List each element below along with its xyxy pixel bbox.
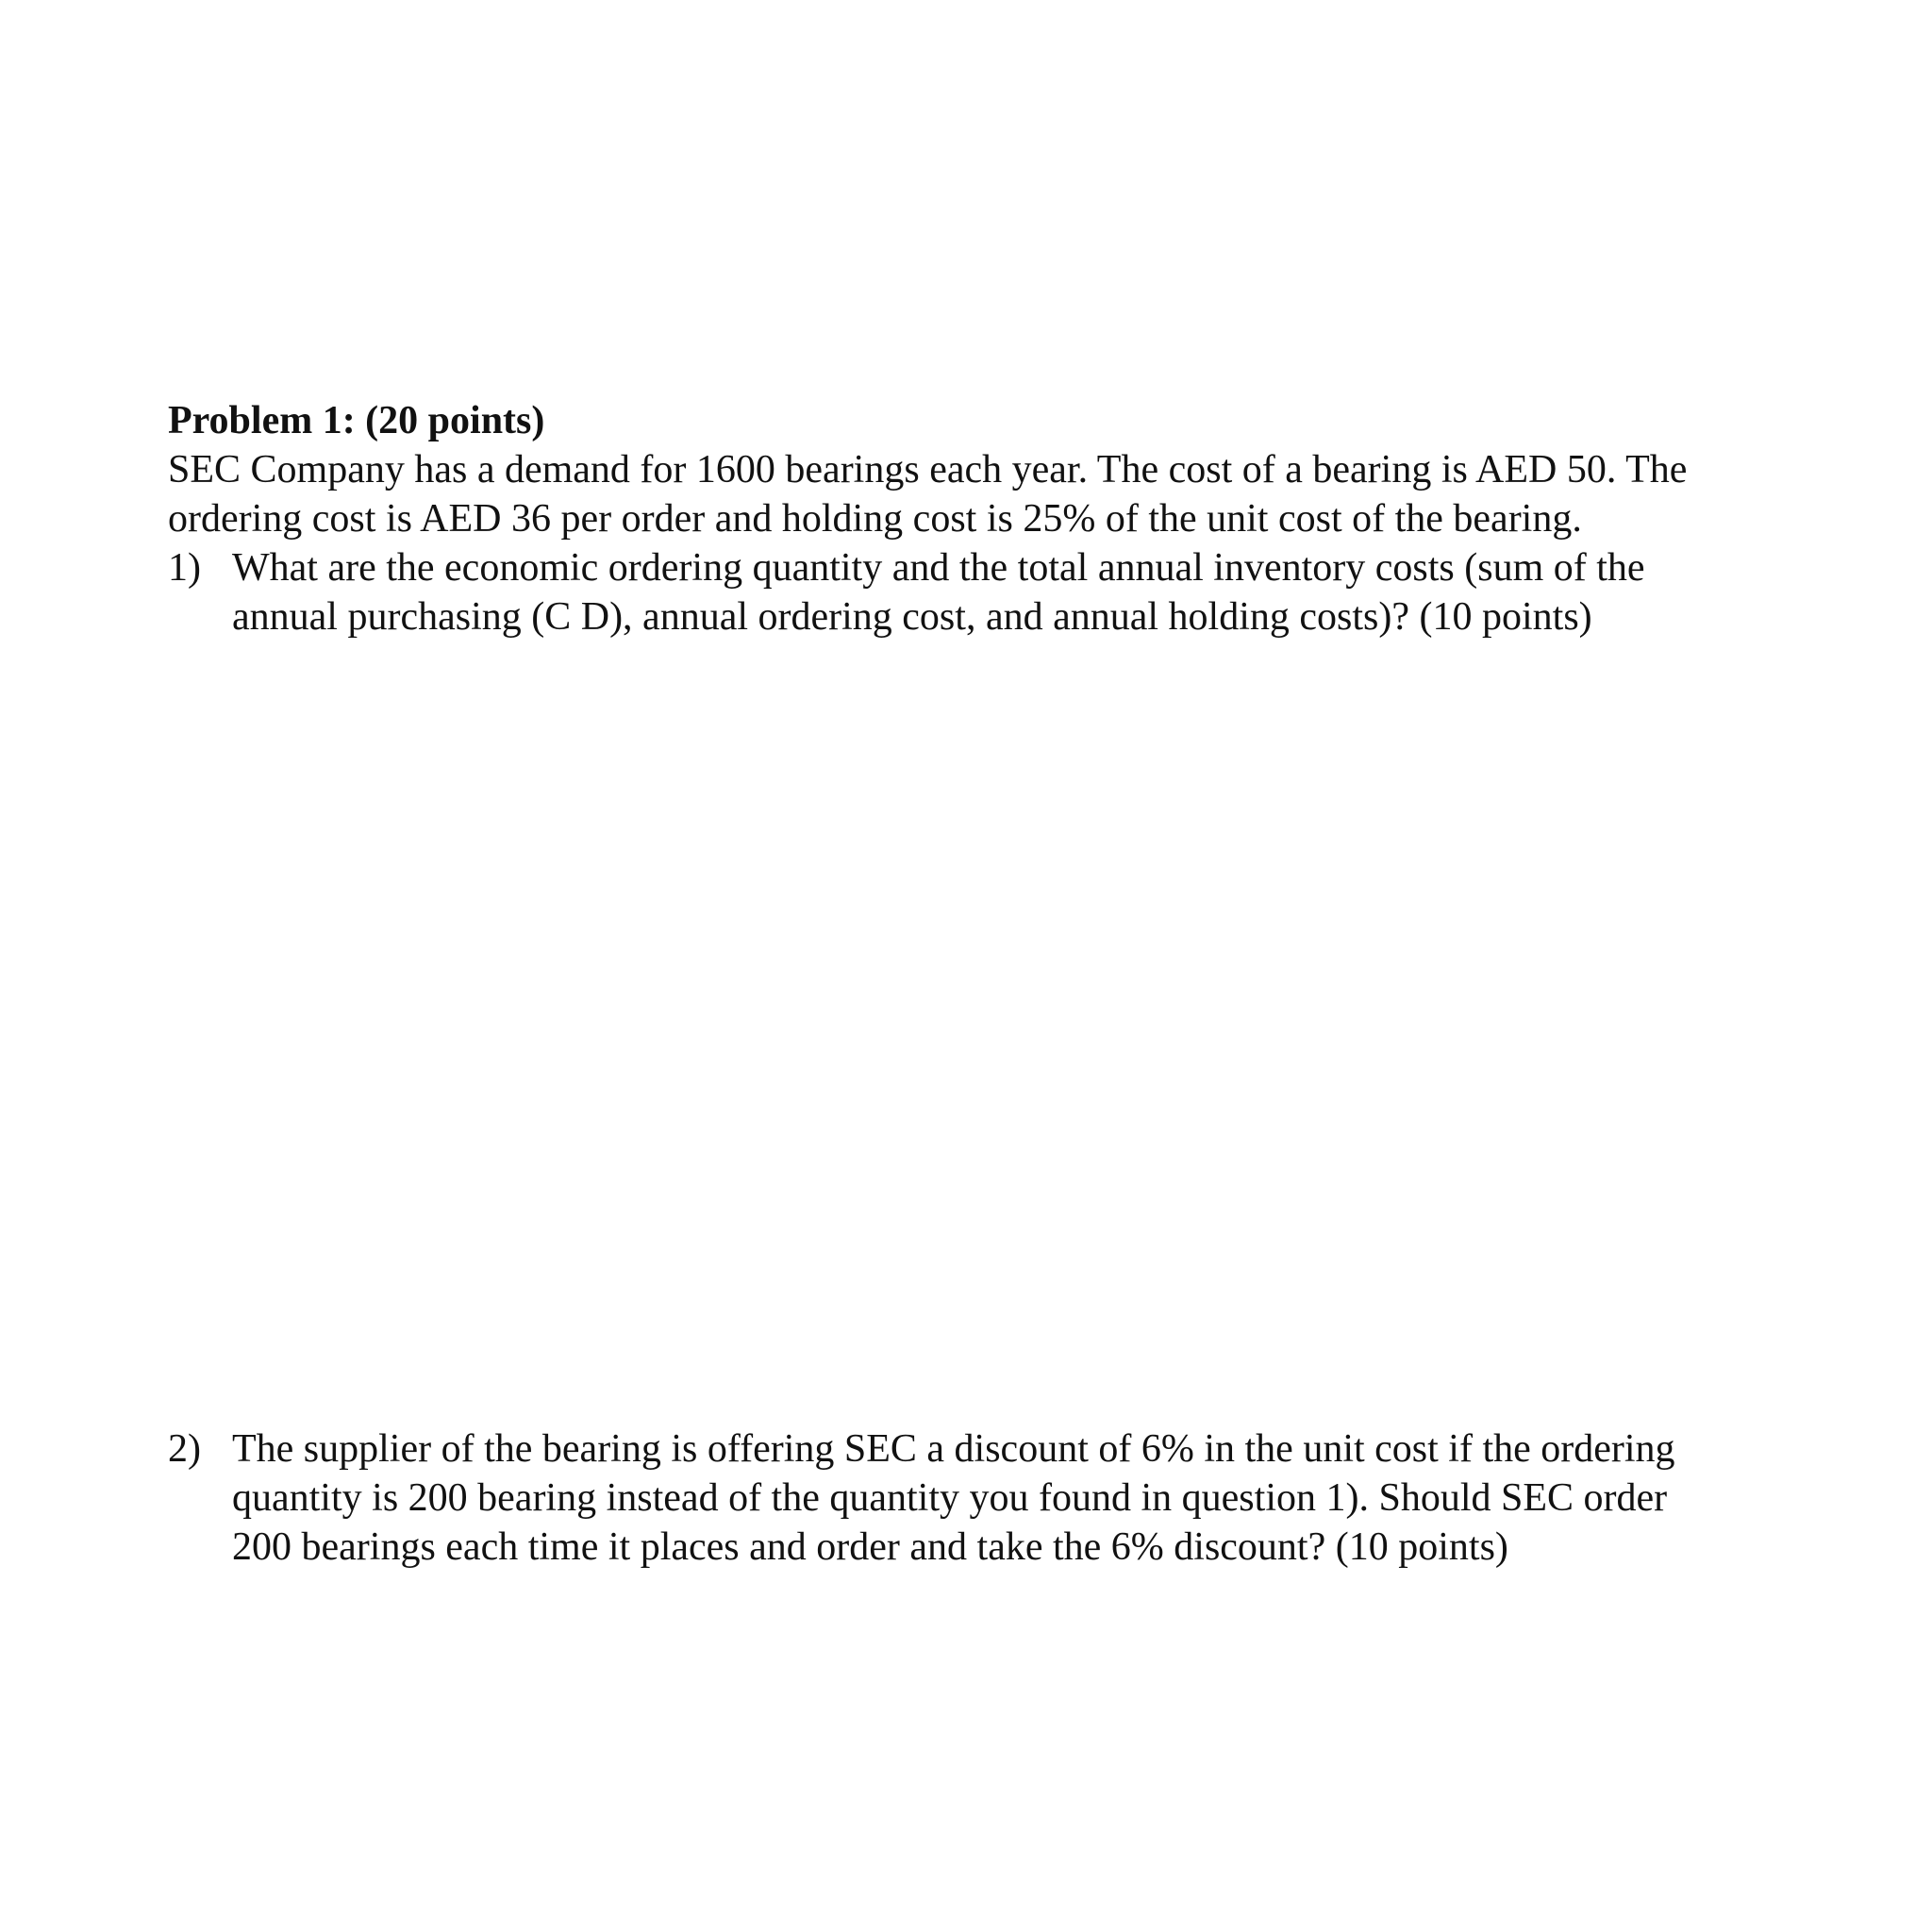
question-text [232,1424,1828,1572]
problem-intro-line: ordering cost is AED 36 per order and holding cost is 25% of the unit cost of the bearing. [168,497,1582,541]
question-line: 200 bearings each time it places and order and take the 6% discount? (10 points) [232,1525,1508,1569]
question-2 [168,1424,1828,1572]
question-number: 2) [168,1427,201,1471]
question-line: What are the economic ordering quantity and the total annual inventory costs (sum of the [232,546,1645,590]
question-line: The supplier of the bearing is offering SEC a discount of 6% in the unit cost if the ordering [232,1427,1675,1471]
question-text [232,543,1828,641]
question-1 [168,543,1828,641]
problem-intro-line: SEC Company has a demand for 1600 bearings each year. The cost of a bearing is AED 50. The [168,448,1688,491]
problem-statement [168,396,1828,543]
question-number: 1) [168,546,201,590]
problem-heading: Problem 1: (20 points) [168,399,545,442]
question-line: quantity is 200 bearing instead of the quantity you found in question 1). Should SEC order [232,1476,1668,1520]
question-line: annual purchasing (C D), annual ordering cost, and annual holding costs)? (10 points) [232,595,1592,639]
